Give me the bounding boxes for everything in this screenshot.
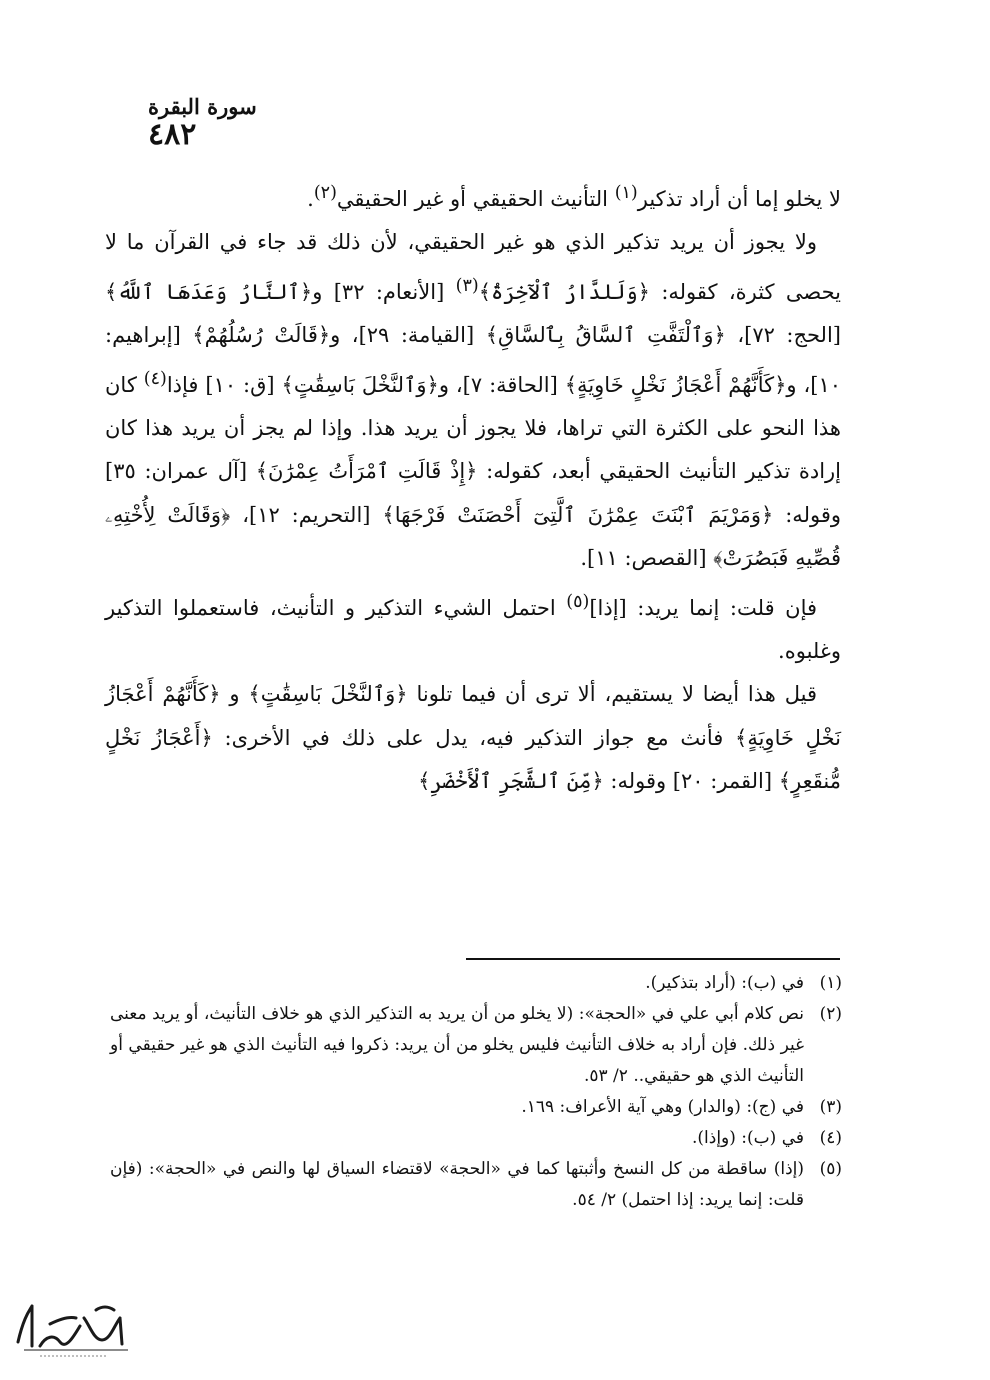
text-run: [آل عمران: ٣٥] وقوله:	[105, 459, 841, 527]
footnotes	[110, 968, 842, 1216]
text-run: ولا يجوز أن يريد تذكير الذي هو غير الحقيقي، لأن ذلك قد جاء في القرآن ما لا يحصى كثرة، كقوله:	[105, 230, 842, 304]
footnote-text: في (ب): (وإذا).	[692, 1128, 804, 1148]
text-run: [الحج: ٧٢]،	[725, 323, 841, 348]
text-run: فأنث مع جواز التذكير فيه، يدل على ذلك في الأخرى:	[212, 725, 736, 750]
text-run: و	[220, 682, 249, 707]
quran-verse: ﴿وَٱلنَّخْلَ بَاسِقَٰتٍ﴾	[281, 372, 439, 397]
footnote-number: (٥)	[819, 1159, 842, 1179]
footnote-ref[interactable]: (٤)	[143, 368, 167, 389]
text-run: كان هذا النحو على الكثرة التي تراها، فلا يجوز أن يريد هذا. وإذا لم يجز أن يريد هذا كان إرادة تذكير التأنيث الحقيقي أبعد، كقوله:	[105, 372, 842, 484]
footnote	[110, 968, 842, 999]
page-number: ٤٨٢	[148, 117, 197, 152]
footnote-number: (٢)	[819, 1004, 842, 1024]
quran-verse: ﴿وَلَلدَّارُ ٱلْآخِرَةُ﴾	[478, 279, 650, 304]
quran-verse: ﴿كَأَنَّهُمْ أَعْجَازُ نَخْلٍ خَاوِيَةٍ﴾	[105, 682, 841, 750]
footnote	[110, 999, 842, 1092]
footnote-number: (٣)	[819, 1097, 842, 1117]
text-run: .	[307, 187, 314, 211]
footnote-number: (١)	[819, 973, 842, 993]
calligraphy-logo-icon	[10, 1296, 138, 1362]
text-run: التأنيث الحقيقي أو غير الحقيقي	[336, 187, 615, 211]
text-run: [التحريم: ١٢]،	[230, 502, 383, 527]
paragraph-1	[105, 172, 841, 221]
quran-verse: ﴿أَعْجَازُ نَخْلٍ مُّنقَعِرٍ﴾	[105, 725, 841, 794]
text-run: [ق: ١٠] فإذا	[166, 372, 282, 397]
text-run: [القصص: ١١].	[580, 546, 714, 571]
text-run: [القيامة: ٢٩]، و	[330, 323, 486, 348]
footnote	[110, 1123, 842, 1154]
quran-verse: ﴿إِذْ قَالَتِ ٱمْرَأَتُ عِمْرَٰنَ﴾	[255, 459, 478, 484]
footnote-ref[interactable]: (٥)	[566, 591, 590, 612]
quran-verse: ﴿وَمَرْيَمَ ٱبْنَتَ عِمْرَٰنَ ٱلَّتِىٓ أَحْصَنَتْ فَرْجَهَا﴾	[382, 502, 774, 527]
quran-verse: ﴿وَٱلْتَفَّتِ ٱلسَّاقُ بِٱلسَّاقِ﴾	[485, 323, 726, 348]
quran-verse: ﴿مِّنَ ٱلشَّجَرِ ٱلْأَخْضَرِ﴾	[418, 769, 604, 794]
paragraph-2	[105, 221, 841, 580]
text-run: قيل هذا أيضا لا يستقيم، ألا ترى أن فيما تلونا	[407, 682, 817, 707]
paragraph-3	[105, 581, 841, 674]
footnote-text: في (ب): (أراد بتذكير).	[645, 973, 804, 993]
text-run: [الحاقة: ٧]، و	[438, 372, 565, 397]
footnote-ref[interactable]: (٣)	[455, 275, 479, 296]
footnote-ref[interactable]: (١)	[614, 183, 638, 203]
surah-title: سورة البقرة	[148, 94, 257, 119]
quran-verse: ﴿ٱلنَّارُ وَعَدَهَا ٱللَّهُ﴾	[105, 279, 313, 304]
footnote-text: في (ج): (والدار) وهي آية الأعراف: ١٦٩.	[521, 1097, 804, 1117]
footnote-ref[interactable]: (٢)	[313, 183, 337, 203]
main-text	[105, 172, 841, 804]
text-run: لا يخلو إما أن أراد تذكير	[637, 187, 841, 211]
quran-verse: ﴿قَالَتْ رُسُلُهُمْ﴾	[192, 323, 331, 348]
footnote-text: (إذا) ساقطة من كل النسخ وأثبتها كما في «الحجة» لاقتضاء السياق لها والنص في «الحجة»: (فإن قلت: إنما يريد: إذا احتمل) ٢/ ٥٤.	[110, 1159, 804, 1210]
text-run: [الأنعام: ٣٢] و	[312, 279, 456, 304]
quran-verse: ﴿وَٱلنَّخْلَ بَاسِقَٰتٍ﴾	[248, 682, 408, 707]
footnote	[110, 1092, 842, 1123]
footnote-number: (٤)	[819, 1128, 842, 1148]
text-run: [القمر: ٢٠] وقوله:	[603, 769, 779, 794]
text-run: [إبراهيم: ١٠]، و	[105, 323, 842, 397]
text-run: احتمل الشيء التذكير و التأنيث، فاستعملوا التذكير وغلبوه.	[105, 595, 841, 664]
paragraph-4	[105, 673, 841, 803]
footnote-separator	[466, 958, 840, 960]
footnote	[110, 1154, 842, 1216]
quran-verse: ﴿وَقَالَتْ لِأُخْتِهِۦ قُصِّيهِ فَبَصُرَتْ﴾	[105, 502, 841, 571]
footnote-text: نص كلام أبي علي في «الحجة»: (لا يخلو من أن يريد به التذكير الذي هو خلاف التأنيث، أو يريد معنى غير ذلك. فإن أراد به خلاف التأنيث فليس يخلو من أن يريد: ذكروا فيه التأنيث الذي هو غير حقيقي أو التأنيث الذي هو حقيقي.. ٢/ ٥٣.	[110, 1004, 804, 1086]
quran-verse: ﴿كَأَنَّهُمْ أَعْجَازُ نَخْلٍ خَاوِيَةٍ﴾	[564, 372, 787, 397]
text-run: فإن قلت: إنما يريد: [إذا]	[589, 595, 817, 620]
